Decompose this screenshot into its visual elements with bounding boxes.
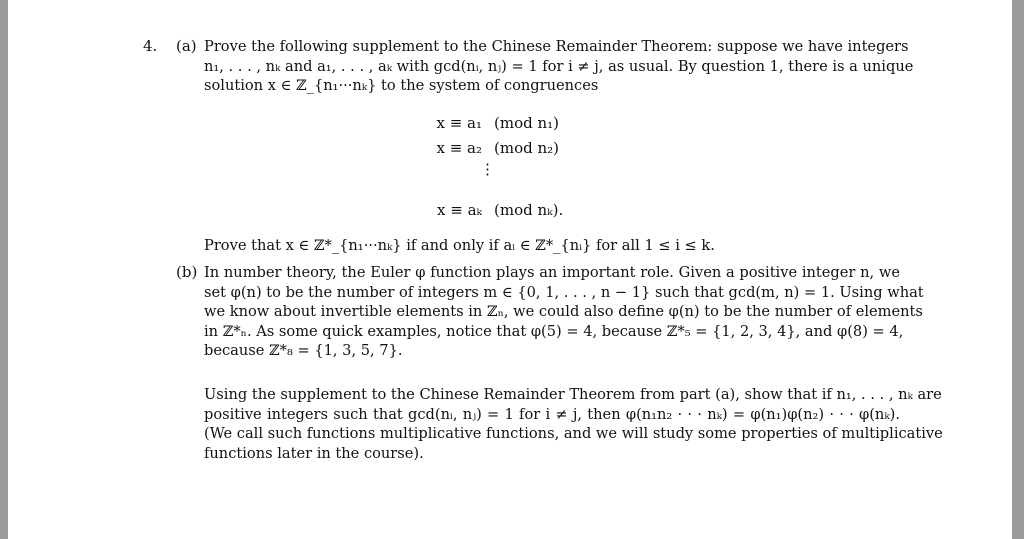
part-a-intro-line: solution x ∈ ℤ_{n₁···nₖ} to the system of congruences	[204, 77, 599, 95]
part-b-paragraph-2	[204, 385, 943, 463]
part-b-line: set φ(n) to be the number of integers m ∈ {0, 1, . . . , n − 1} such that gcd(m, n) = 1. Using what	[204, 283, 924, 301]
part-b-line: functions later in the course).	[204, 444, 424, 462]
congruence-mod: (mod n₂)	[494, 139, 560, 157]
problem-number: 4.	[143, 37, 158, 55]
vertical-dots: ⋮	[480, 160, 495, 178]
part-b-label: (b)	[176, 263, 198, 281]
congruence-lhs: x ≡ aₖ	[437, 201, 482, 219]
congruence-mod: (mod n₁)	[494, 114, 560, 132]
part-b-line: In number theory, the Euler φ function plays an important role. Given a positive integer n, we	[204, 264, 900, 281]
part-b-line: Using the supplement to the Chinese Remainder Theorem from part (a), show that if n₁, . . . , nₖ are	[204, 386, 942, 403]
part-b-line: we know about invertible elements in ℤₙ, we could also define φ(n) to be the number of elements	[204, 303, 923, 321]
part-b-line: (We call such functions multiplicative functions, and we will study some properties of multiplicative	[204, 425, 943, 443]
part-a-intro-line: n₁, . . . , nₖ and a₁, . . . , aₖ with gcd(nᵢ, nⱼ) = 1 for i ≠ j, as usual. By question 1, there is a unique	[204, 57, 914, 75]
part-b-line: positive integers such that gcd(nᵢ, nⱼ) = 1 for i ≠ j, then φ(n₁n₂ · · · nₖ) = φ(n₁)φ(n₂) · · · φ(nₖ).	[204, 405, 900, 423]
congruence-lhs: x ≡ a₂	[436, 139, 482, 157]
part-b-line: in ℤ*ₙ. As some quick examples, notice that φ(5) = 4, because ℤ*₅ = {1, 2, 3, 4}, and φ(8) = 4,	[204, 322, 904, 340]
part-a-conclusion	[204, 236, 900, 256]
congruence-mod: (mod nₖ).	[494, 201, 564, 219]
congruence-2	[420, 139, 559, 157]
congruence-1	[420, 114, 559, 132]
congruence-lhs: x ≡ a₁	[436, 114, 482, 132]
part-a-intro	[204, 37, 914, 96]
part-a-label: (a)	[176, 37, 197, 55]
part-a-intro-line: Prove the following supplement to the Chinese Remainder Theorem: suppose we have integers	[204, 38, 909, 55]
congruence-k	[420, 201, 563, 219]
part-b-line: because ℤ*₈ = {1, 3, 5, 7}.	[204, 342, 403, 360]
part-b-paragraph-1	[204, 263, 924, 361]
part-a-conclusion-line: Prove that x ∈ ℤ*_{n₁···nₖ} if and only if aᵢ ∈ ℤ*_{nᵢ} for all 1 ≤ i ≤ k.	[204, 237, 715, 254]
